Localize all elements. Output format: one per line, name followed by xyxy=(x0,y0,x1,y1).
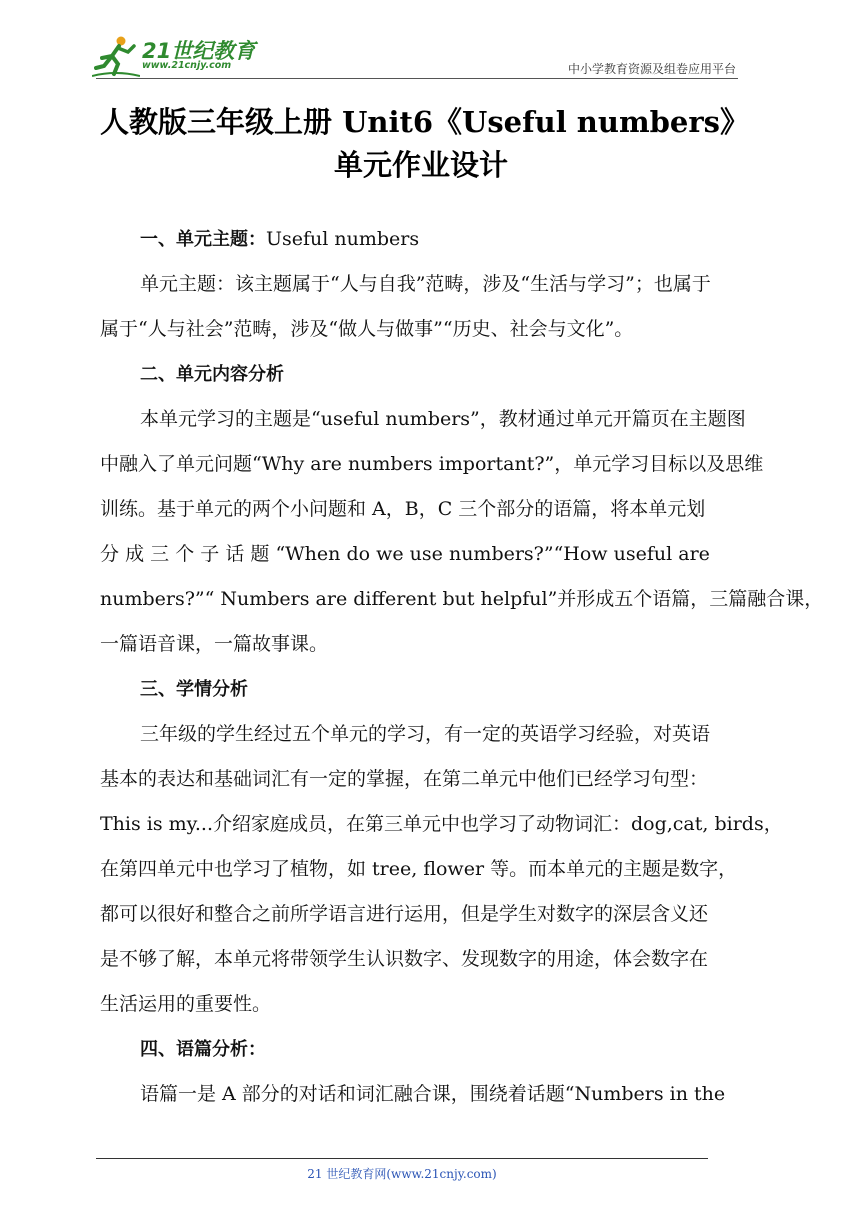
text-line: 一篇语音课，一篇故事课。 xyxy=(100,633,329,655)
text-line: 基本的表达和基础词汇有一定的掌握，在第二单元中他们已经学习句型： xyxy=(100,768,709,790)
site-logo[interactable] xyxy=(92,34,262,78)
section-heading-theme xyxy=(100,217,742,262)
paragraph-learner-analysis xyxy=(100,712,783,1027)
page-header xyxy=(0,0,860,80)
section-heading-learner-analysis: 三、学情分析 xyxy=(140,679,248,700)
section-heading-content-analysis: 二、单元内容分析 xyxy=(140,364,284,385)
word: do xyxy=(346,543,371,565)
section-heading-text-analysis: 四、语篇分析： xyxy=(140,1039,266,1060)
word: 成 xyxy=(125,543,145,565)
section-heading-tail: Useful numbers xyxy=(266,228,420,250)
doc-title-line1: 人教版三年级上册 Unit6《Useful numbers》 xyxy=(100,105,749,139)
runner-icon xyxy=(92,34,140,78)
word: 分 xyxy=(100,543,120,565)
text-line: 本单元学习的主题是“useful numbers”，教材通过单元开篇页在主题图 xyxy=(140,408,746,430)
word: numbers?”“How xyxy=(448,543,608,565)
doc-title-line2: 单元作业设计 xyxy=(333,148,508,182)
word: 话 xyxy=(225,543,245,565)
word: useful xyxy=(613,543,673,565)
text-line: 单元主题：该主题属于“人与自我”范畴，涉及“生活与学习”；也属于 xyxy=(140,273,711,295)
word: we xyxy=(376,543,404,565)
text-line: 属于“人与社会”范畴，涉及“做人与做事”“历史、社会与文化”。 xyxy=(100,318,634,340)
text-line: numbers?”“ Numbers are different but helpful”并形成五个语篇，三篇融合课， xyxy=(100,588,824,610)
text-line: 中融入了单元问题“Why are numbers important?”，单元学习目标以及思维 xyxy=(100,453,764,475)
word: 子 xyxy=(200,543,220,565)
platform-name: 中小学教育资源及组卷应用平台 xyxy=(567,62,736,76)
logo-title: 21世纪教育 xyxy=(142,39,256,63)
logo-url: www.21cnjy.com xyxy=(142,60,232,71)
paragraph-content-analysis xyxy=(100,397,824,667)
document-body xyxy=(100,217,824,1117)
text-line-justified xyxy=(100,532,742,577)
text-line: 训练。基于单元的两个小问题和 A，B，C 三个部分的语篇，将本单元划 xyxy=(100,498,706,520)
text-line: This is my...介绍家庭成员，在第三单元中也学习了动物词汇：dog,cat, birds， xyxy=(100,813,783,835)
word: are xyxy=(678,543,710,565)
word: 题 xyxy=(250,543,270,565)
paragraph-text-analysis xyxy=(100,1072,742,1117)
footer-divider xyxy=(96,1158,708,1159)
word: use xyxy=(409,543,443,565)
text-line: 语篇一是 A 部分的对话和词汇融合课，围绕着话题“Numbers in the xyxy=(140,1083,726,1105)
header-divider xyxy=(96,78,738,79)
section-heading-text: 一、单元主题： xyxy=(140,229,266,250)
word: 三 xyxy=(150,543,170,565)
word: 个 xyxy=(175,543,195,565)
footer-link[interactable]: 21 世纪教育网(www.21cnjy.com) xyxy=(307,1167,497,1181)
text-line: 在第四单元中也学习了植物，如 tree, flower 等。而本单元的主题是数字， xyxy=(100,858,738,880)
text-line: 都可以很好和整合之前所学语言进行运用，但是学生对数字的深层含义还 xyxy=(100,903,709,925)
paragraph-theme xyxy=(100,262,742,352)
text-line: 是不够了解，本单元将带领学生认识数字、发现数字的用途，体会数字在 xyxy=(100,948,709,970)
text-line: 生活运用的重要性。 xyxy=(100,993,272,1015)
word: “When xyxy=(275,543,341,565)
text-line: 三年级的学生经过五个单元的学习，有一定的英语学习经验，对英语 xyxy=(140,723,711,745)
